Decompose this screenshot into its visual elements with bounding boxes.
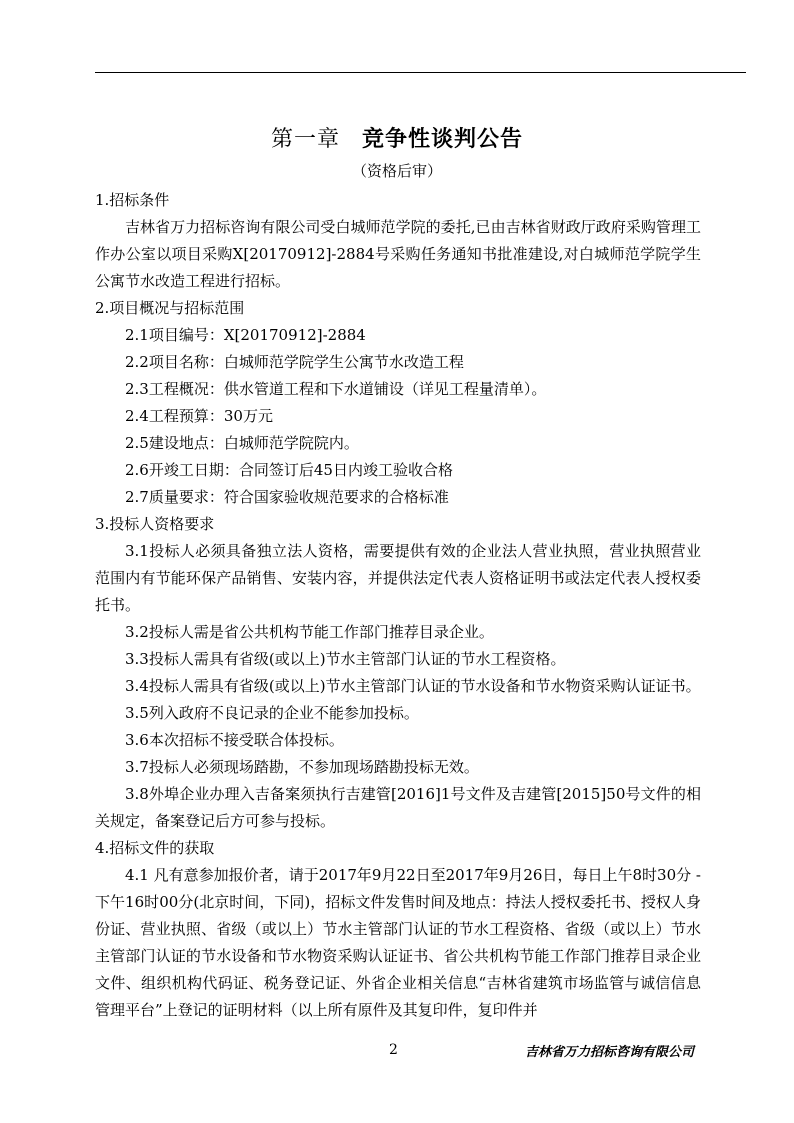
section-2-item: 2.4工程预算：30万元 bbox=[125, 407, 273, 425]
section-4-heading: 4.招标文件的获取 bbox=[95, 839, 215, 857]
section-3-item: 3.3投标人需具有省级(或以上)节水主管部门认证的节水工程资格。 bbox=[125, 650, 566, 668]
section-3-item: 3.5列入政府不良记录的企业不能参加投标。 bbox=[125, 704, 419, 722]
section-1-heading: 1.招标条件 bbox=[95, 191, 170, 209]
header-rule bbox=[95, 72, 746, 73]
section-2-item: 2.5建设地点：白城师范学院院内。 bbox=[125, 434, 359, 452]
chapter-title: 竞争性谈判公告 bbox=[362, 126, 524, 152]
section-2-item: 2.6开竣工日期：合同签订后45日内竣工验收合格 bbox=[125, 461, 453, 479]
section-4-text: 4.1 凡有意参加报价者，请于2017年9月22日至2017年9月26日，每日上午8时30分 -下午16时00分(北京时间，下同)，招标文件发售时间及地点：持法人授权委托书、授权人身份证、营业执照、省级（或以上）节水主管部门认证的节水工程资格、省级（或以上）节水主管部门认证的节水设备和节水物资采购认证证书、省公共机构节能工作部门推荐目录企业文件、组织机构代码证、税务登记证、外省企业相关信息“吉林省建筑市场监管与诚信信息管理平台”上登记的证明材料（以上所有原件及其复印件，复印件并 bbox=[95, 866, 701, 1019]
section-3-item: 3.7投标人必须现场踏勘，不参加现场踏勘投标无效。 bbox=[125, 758, 479, 776]
document-body bbox=[95, 187, 701, 1024]
section-3-item: 3.2投标人需是省公共机构节能工作部门推荐目录企业。 bbox=[125, 623, 494, 641]
section-2-item: 2.2项目名称：白城师范学院学生公寓节水改造工程 bbox=[125, 353, 464, 371]
page-title bbox=[0, 122, 794, 153]
section-2-item: 2.1项目编号：X[20170912]-2884 bbox=[125, 326, 366, 344]
page-number: 2 bbox=[389, 1042, 398, 1058]
section-3-heading: 3.投标人资格要求 bbox=[95, 515, 215, 533]
section-3-item: 3.1投标人必须具备独立法人资格，需要提供有效的企业法人营业执照，营业执照营业范围内有节能环保产品销售、安装内容，并提供法定代表人资格证明书或法定代表人授权委托书。 bbox=[95, 542, 701, 614]
chapter-label: 第一章 bbox=[270, 127, 340, 152]
page-subtitle: （资格后审） bbox=[351, 162, 442, 180]
section-1-text: 吉林省万力招标咨询有限公司受白城师范学院的委托,已由吉林省财政厅政府采购管理工作办公室以项目采购X[20170912]-2884号采购任务通知书批准建设,对白城师范学院学生公寓节水改造工程进行招标。 bbox=[95, 218, 701, 290]
section-2-item: 2.3工程概况：供水管道工程和下水道铺设（详见工程量清单）。 bbox=[125, 380, 547, 398]
section-3-item: 3.8外埠企业办理入吉备案须执行吉建管[2016]1号文件及吉建管[2015]50号文件的相关规定，备案登记后方可参与投标。 bbox=[95, 785, 701, 830]
section-3-item: 3.6本次招标不接受联合体投标。 bbox=[125, 731, 344, 749]
section-2-heading: 2.项目概况与招标范围 bbox=[95, 299, 245, 317]
section-2-item: 2.7质量要求：符合国家验收规范要求的合格标准 bbox=[125, 488, 449, 506]
section-3-item: 3.4投标人需具有省级(或以上)节水主管部门认证的节水设备和节水物资采购认证证书。 bbox=[125, 677, 701, 695]
footer-company: 吉林省万力招标咨询有限公司 bbox=[524, 1045, 694, 1060]
